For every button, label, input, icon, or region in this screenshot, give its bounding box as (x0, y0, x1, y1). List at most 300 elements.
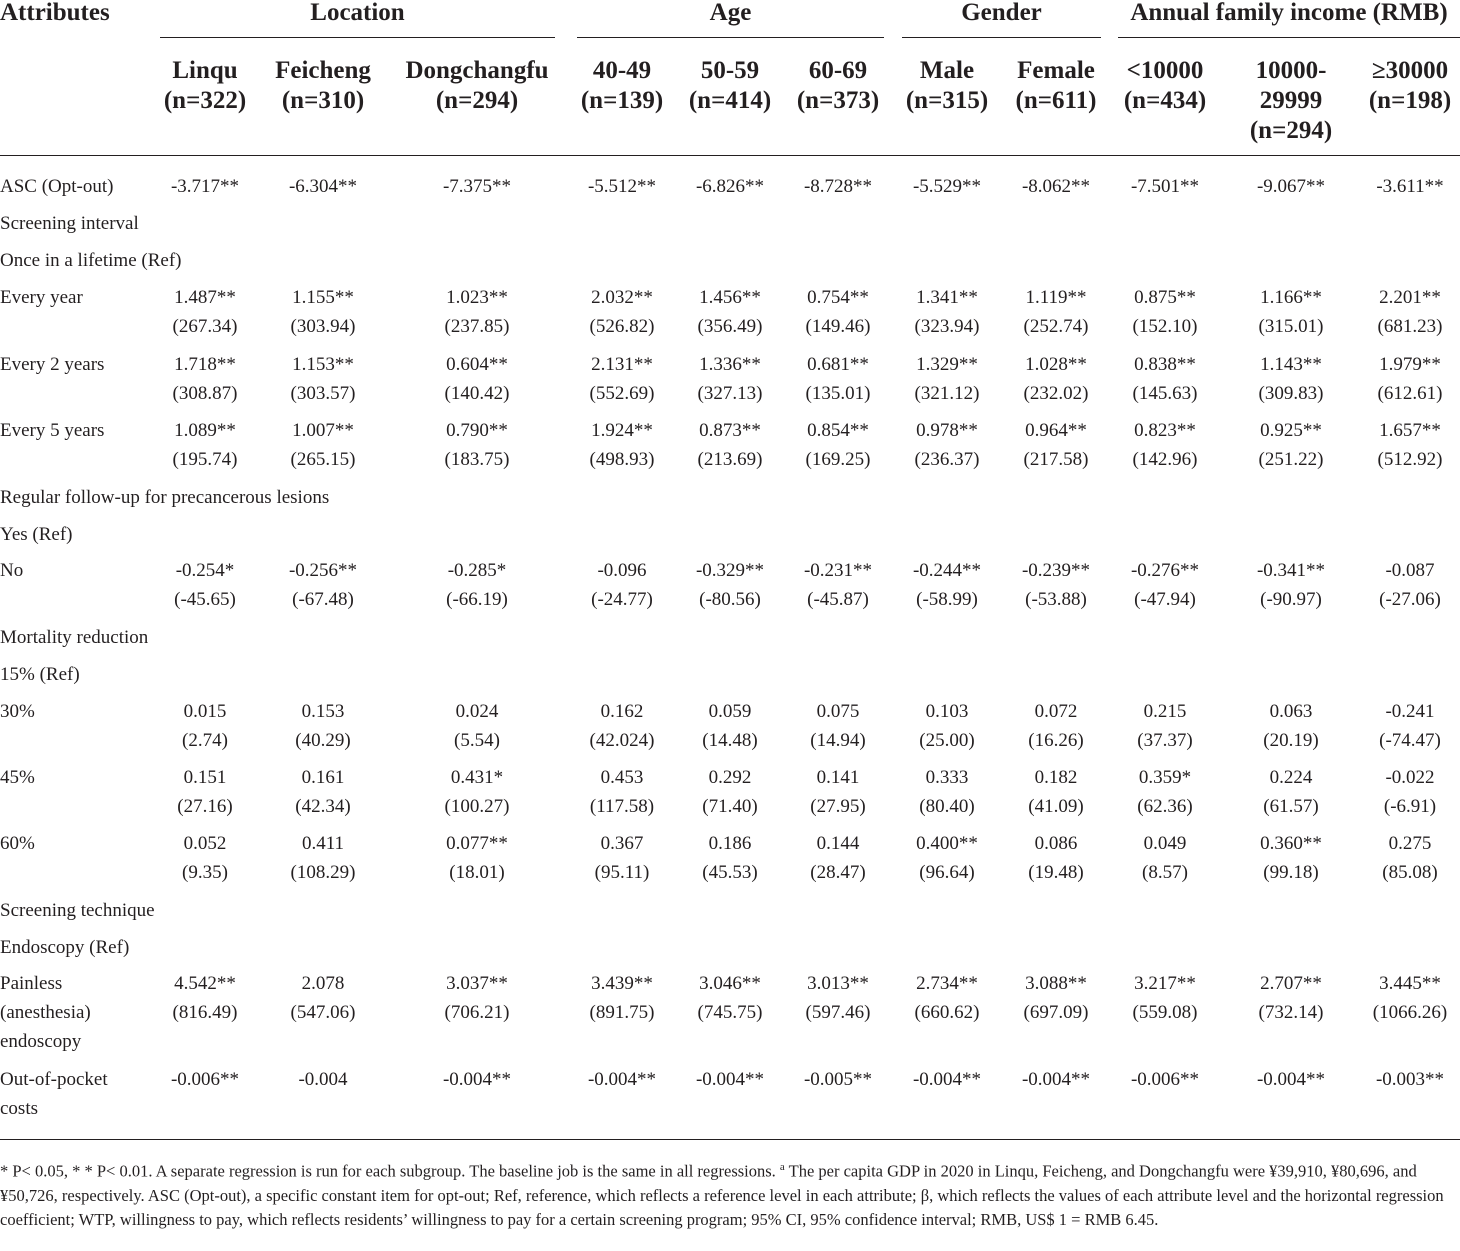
wtp-value: (149.46) (805, 316, 871, 337)
table-cell-male (888, 556, 1006, 614)
coefficient-value: -0.004** (695, 1069, 765, 1090)
table-cell-income-10000-29999 (1232, 172, 1350, 201)
coefficient-value: 2.032** (591, 287, 653, 308)
table-cell-age-40-49 (563, 416, 681, 474)
row-label-line: 15% (Ref) (0, 664, 80, 685)
wtp-value: (252.74) (1023, 316, 1089, 337)
table-cell-age-40-49 (563, 969, 681, 1027)
wtp-value: (-67.48) (292, 589, 354, 610)
coefficient-value: -6.304** (288, 176, 358, 197)
coefficient-value: 1.329** (916, 354, 978, 375)
wtp-value: (237.85) (444, 316, 510, 337)
table-cell-income-ge-30000 (1351, 763, 1460, 821)
coefficient-value: 0.024 (455, 701, 499, 722)
row-label-line: ASC (Opt-out) (0, 176, 114, 197)
coefficient-value: -0.004** (1021, 1069, 1091, 1090)
wtp-value: (232.02) (1023, 383, 1089, 404)
table-cell-income-lt-10000 (1106, 172, 1224, 201)
table-cell-feicheng (264, 763, 382, 821)
coefficient-value: 0.411 (301, 833, 345, 854)
table-cell-age-50-59 (671, 416, 789, 474)
table-cell-age-40-49 (563, 556, 681, 614)
coefficient-value: 1.119** (1025, 287, 1087, 308)
table-cell-male (888, 283, 1006, 341)
coefficient-value: 0.978** (916, 420, 978, 441)
wtp-value: (697.09) (1023, 1002, 1089, 1023)
wtp-value: (559.08) (1132, 1002, 1198, 1023)
group-header-gender: Gender (961, 0, 1042, 26)
table-cell-age-60-69 (779, 283, 897, 341)
wtp-value: (19.48) (1028, 862, 1084, 883)
table-cell-income-10000-29999 (1232, 969, 1350, 1027)
wtp-value: (236.37) (914, 449, 980, 470)
wtp-value: (660.62) (914, 1002, 980, 1023)
coefficient-value: 0.333 (925, 767, 969, 788)
coefficient-value: -0.239** (1021, 560, 1091, 581)
wtp-value: (45.53) (702, 862, 758, 883)
wtp-value: (-90.97) (1260, 589, 1322, 610)
table-cell-linqu (146, 1065, 264, 1094)
coefficient-value: -5.512** (587, 176, 657, 197)
wtp-value: (27.95) (810, 796, 866, 817)
column-header-line: (n=414) (688, 87, 772, 114)
table-cell-linqu (146, 697, 264, 755)
table-cell-feicheng (264, 350, 382, 408)
column-header-line: (n=139) (580, 87, 664, 114)
coefficient-value: 3.013** (807, 973, 869, 994)
column-header-line: (n=434) (1123, 87, 1207, 114)
coefficient-value: 1.089** (174, 420, 236, 441)
row-label (0, 520, 72, 549)
wtp-value: (41.09) (1028, 796, 1084, 817)
row-label-line: Out-of-pocket (0, 1069, 108, 1090)
wtp-value: (-66.19) (446, 589, 508, 610)
wtp-value: (303.57) (290, 383, 356, 404)
table-cell-male (888, 829, 1006, 887)
coefficient-value: 0.875** (1134, 287, 1196, 308)
table-cell-dongchangfu (418, 969, 536, 1027)
table-cell-age-40-49 (563, 697, 681, 755)
coefficient-value: -8.728** (803, 176, 873, 197)
column-header-line: 10000- (1255, 57, 1327, 84)
row-label-line: costs (0, 1098, 38, 1119)
coefficient-value: 0.838** (1134, 354, 1196, 375)
row-label (0, 1065, 108, 1123)
coefficient-value: 0.144 (816, 833, 860, 854)
coefficient-value: 0.367 (600, 833, 644, 854)
column-header-line: (n=373) (796, 87, 880, 114)
table-cell-male (888, 763, 1006, 821)
row-label-line: No (0, 560, 24, 581)
coefficient-value: 2.734** (916, 973, 978, 994)
coefficient-value: 0.754** (807, 287, 869, 308)
table-cell-age-40-49 (563, 1065, 681, 1094)
table-cell-linqu (146, 829, 264, 887)
wtp-value: (117.58) (589, 796, 655, 817)
coefficient-value: 0.077** (446, 833, 508, 854)
wtp-value: (597.46) (805, 1002, 871, 1023)
coefficient-value: 2.707** (1260, 973, 1322, 994)
footnote-text-1: * P< 0.05, * * P< 0.01. A separate regression is run for each subgroup. The baseline job is the same in all regressions. (0, 1161, 780, 1181)
table-cell-female (997, 172, 1115, 201)
coefficient-value: 1.153** (292, 354, 354, 375)
row-label (0, 660, 80, 689)
wtp-value: (14.94) (810, 730, 866, 751)
table-cell-female (997, 416, 1115, 474)
coefficient-value: -0.241 (1385, 701, 1435, 722)
table-cell-age-60-69 (779, 172, 897, 201)
coefficient-value: -0.256** (288, 560, 358, 581)
wtp-value: (547.06) (290, 1002, 356, 1023)
coefficient-value: -0.004** (587, 1069, 657, 1090)
wtp-value: (512.92) (1377, 449, 1443, 470)
table-cell-income-ge-30000 (1351, 829, 1460, 887)
row-label-line: endoscopy (0, 1031, 82, 1052)
wtp-value: (42.34) (295, 796, 351, 817)
coefficient-value: 1.023** (446, 287, 508, 308)
table-cell-male (888, 969, 1006, 1027)
table-cell-dongchangfu (418, 350, 536, 408)
coefficient-value: 0.153 (301, 701, 345, 722)
coefficient-value: 2.201** (1379, 287, 1441, 308)
row-label-line: Regular follow-up for precancerous lesions (0, 487, 330, 508)
table-cell-dongchangfu (418, 172, 536, 201)
coefficient-value: 3.037** (446, 973, 508, 994)
wtp-value: (498.93) (589, 449, 655, 470)
wtp-value: (14.48) (702, 730, 758, 751)
column-header-line: Dongchangfu (405, 57, 549, 84)
row-label (0, 246, 181, 275)
wtp-value: (42.024) (589, 730, 655, 751)
row-label-line: Every 5 years (0, 420, 105, 441)
coefficient-value: 1.657** (1379, 420, 1441, 441)
table-cell-female (997, 697, 1115, 755)
coefficient-value: 0.162 (600, 701, 644, 722)
attributes-header: Attributes (0, 0, 110, 26)
row-label-line: Mortality reduction (0, 627, 149, 648)
row-label-line: Every 2 years (0, 354, 105, 375)
wtp-value: (681.23) (1377, 316, 1443, 337)
wtp-value: (142.96) (1132, 449, 1198, 470)
wtp-value: (1066.26) (1372, 1002, 1448, 1023)
table-cell-income-lt-10000 (1106, 969, 1224, 1027)
coefficient-value: 0.161 (301, 767, 345, 788)
table-cell-age-50-59 (671, 969, 789, 1027)
coefficient-value: 0.964** (1025, 420, 1087, 441)
table-cell-linqu (146, 416, 264, 474)
table-cell-age-60-69 (779, 829, 897, 887)
wtp-value: (152.10) (1132, 316, 1198, 337)
coefficient-value: 0.015 (183, 701, 227, 722)
group-underline-income (1118, 37, 1460, 38)
coefficient-value: -0.005** (803, 1069, 873, 1090)
table-cell-feicheng (264, 969, 382, 1027)
column-header-line: Female (1017, 57, 1095, 84)
coefficient-value: 3.445** (1379, 973, 1441, 994)
coefficient-value: -7.501** (1130, 176, 1200, 197)
table-cell-linqu (146, 350, 264, 408)
coefficient-value: -7.375** (442, 176, 512, 197)
coefficient-value: -0.329** (695, 560, 765, 581)
coefficient-value: -0.006** (1130, 1069, 1200, 1090)
wtp-value: (108.29) (290, 862, 356, 883)
row-label-line: Endoscopy (Ref) (0, 937, 130, 958)
table-cell-dongchangfu (418, 283, 536, 341)
table-cell-male (888, 1065, 1006, 1094)
coefficient-value: -6.826** (695, 176, 765, 197)
table-cell-female (997, 969, 1115, 1027)
table-cell-dongchangfu (418, 1065, 536, 1094)
coefficient-value: -9.067** (1256, 176, 1326, 197)
wtp-value: (-45.87) (807, 589, 869, 610)
table-cell-age-40-49 (563, 829, 681, 887)
coefficient-value: 1.718** (174, 354, 236, 375)
wtp-value: (217.58) (1023, 449, 1089, 470)
table-cell-age-50-59 (671, 172, 789, 201)
wtp-value: (20.19) (1263, 730, 1319, 751)
table-cell-age-50-59 (671, 1065, 789, 1094)
table-cell-age-60-69 (779, 556, 897, 614)
table-cell-age-60-69 (779, 416, 897, 474)
table-cell-age-60-69 (779, 1065, 897, 1094)
wtp-value: (61.57) (1263, 796, 1319, 817)
column-header-line: 60-69 (808, 57, 868, 84)
coefficient-value: 0.182 (1034, 767, 1078, 788)
wtp-value: (25.00) (919, 730, 975, 751)
table-cell-income-lt-10000 (1106, 416, 1224, 474)
coefficient-value: 4.542** (174, 973, 236, 994)
coefficient-value: -0.087 (1385, 560, 1435, 581)
coefficient-value: 0.604** (446, 354, 508, 375)
wtp-value: (-80.56) (699, 589, 761, 610)
wtp-value: (-27.06) (1379, 589, 1441, 610)
table-cell-income-lt-10000 (1106, 697, 1224, 755)
column-header-line: (n=315) (905, 87, 989, 114)
column-header-dongchangfu (397, 56, 557, 116)
table-cell-dongchangfu (418, 416, 536, 474)
column-header-line: <10000 (1126, 57, 1204, 84)
row-label-line: Every year (0, 287, 83, 308)
coefficient-value: 0.052 (183, 833, 227, 854)
wtp-value: (267.34) (172, 316, 238, 337)
table-cell-female (997, 283, 1115, 341)
table-cell-income-ge-30000 (1351, 172, 1460, 201)
table-cell-income-ge-30000 (1351, 1065, 1460, 1094)
table-cell-income-10000-29999 (1232, 1065, 1350, 1094)
row-label (0, 283, 83, 312)
table-cell-female (997, 763, 1115, 821)
coefficient-value: 0.075 (816, 701, 860, 722)
wtp-value: (745.75) (697, 1002, 763, 1023)
row-label-line: Yes (Ref) (0, 524, 73, 545)
group-underline-age (577, 37, 884, 38)
table-cell-linqu (146, 172, 264, 201)
coefficient-value: 0.823** (1134, 420, 1196, 441)
coefficient-value: 3.439** (591, 973, 653, 994)
table-cell-feicheng (264, 172, 382, 201)
table-cell-income-lt-10000 (1106, 556, 1224, 614)
table-cell-age-50-59 (671, 697, 789, 755)
coefficient-value: -0.244** (912, 560, 982, 581)
wtp-value: (315.01) (1258, 316, 1324, 337)
coefficient-value: -0.231** (803, 560, 873, 581)
table-cell-feicheng (264, 556, 382, 614)
row-label (0, 209, 139, 238)
table-cell-income-lt-10000 (1106, 350, 1224, 408)
column-header-line: (n=198) (1368, 87, 1452, 114)
table-cell-age-60-69 (779, 350, 897, 408)
wtp-value: (-24.77) (591, 589, 653, 610)
column-header-line: (n=294) (1249, 117, 1333, 144)
wtp-value: (95.11) (594, 862, 650, 883)
table-cell-age-60-69 (779, 763, 897, 821)
wtp-value: (251.22) (1258, 449, 1324, 470)
column-header-income-ge-30000 (1330, 56, 1460, 116)
table-cell-income-10000-29999 (1232, 350, 1350, 408)
table-cell-income-10000-29999 (1232, 283, 1350, 341)
column-header-line: (n=294) (435, 87, 519, 114)
coefficient-value: -5.529** (912, 176, 982, 197)
coefficient-value: -0.004** (442, 1069, 512, 1090)
footnote-text-2: The per capita GDP in 2020 in Linqu, Feicheng, and Dongchangfu were ¥39,910, ¥80,696, and ¥50,726, respectively. ASC (Opt-out), a specific constant item for opt-out; Ref, reference, which reflects a reference level in each attribute; β, which reflects the values of each attribute level and the horizontal regression coefficient; WTP, willingness to pay, which reflects residents’ willingness to pay for a certain screening program; 95% CI, 95% confidence interval; RMB, US$ 1 = RMB 6.45. (0, 1161, 1444, 1229)
wtp-value: (85.08) (1382, 862, 1438, 883)
wtp-value: (-74.47) (1379, 730, 1441, 751)
coefficient-value: 0.681** (807, 354, 869, 375)
coefficient-value: 2.078 (301, 973, 345, 994)
wtp-value: (135.01) (805, 383, 871, 404)
table-cell-income-10000-29999 (1232, 416, 1350, 474)
header-rule (0, 155, 1460, 156)
table-cell-feicheng (264, 829, 382, 887)
coefficient-value: 0.224 (1269, 767, 1313, 788)
group-header-age: Age (709, 0, 752, 26)
table-cell-female (997, 350, 1115, 408)
wtp-value: (71.40) (702, 796, 758, 817)
coefficient-value: -0.285* (447, 560, 507, 581)
table-cell-linqu (146, 283, 264, 341)
wtp-value: (8.57) (1142, 862, 1188, 883)
table-cell-female (997, 829, 1115, 887)
coefficient-value: 0.431* (450, 767, 504, 788)
coefficient-value: 0.063 (1269, 701, 1313, 722)
coefficient-value: 0.360** (1260, 833, 1322, 854)
row-label-line: (anesthesia) (0, 1002, 91, 1023)
wtp-value: (-47.94) (1134, 589, 1196, 610)
table-cell-income-10000-29999 (1232, 697, 1350, 755)
wtp-value: (552.69) (589, 383, 655, 404)
wtp-value: (-53.88) (1025, 589, 1087, 610)
coefficient-value: -0.006** (170, 1069, 240, 1090)
table-cell-dongchangfu (418, 556, 536, 614)
coefficient-value: -0.004 (298, 1069, 348, 1090)
table-cell-male (888, 350, 1006, 408)
row-label-line: Painless (0, 973, 63, 994)
row-label (0, 697, 35, 726)
table-cell-male (888, 697, 1006, 755)
coefficient-value: 1.028** (1025, 354, 1087, 375)
coefficient-value: -0.254* (175, 560, 235, 581)
column-header-line: (n=310) (281, 87, 365, 114)
table-cell-age-50-59 (671, 763, 789, 821)
coefficient-value: 0.873** (699, 420, 761, 441)
coefficient-value: 0.059 (708, 701, 752, 722)
wtp-value: (303.94) (290, 316, 356, 337)
table-cell-income-ge-30000 (1351, 697, 1460, 755)
row-label (0, 172, 113, 201)
wtp-value: (16.26) (1028, 730, 1084, 751)
table-cell-feicheng (264, 416, 382, 474)
column-header-line: ≥30000 (1371, 57, 1449, 84)
row-label (0, 416, 104, 445)
table-footnote (0, 1155, 1460, 1232)
table-cell-income-lt-10000 (1106, 829, 1224, 887)
table-cell-income-10000-29999 (1232, 829, 1350, 887)
group-header-location: Location (310, 0, 405, 26)
coefficient-value: -0.276** (1130, 560, 1200, 581)
coefficient-value: -0.003** (1375, 1069, 1445, 1090)
table-cell-income-lt-10000 (1106, 763, 1224, 821)
table-cell-income-10000-29999 (1232, 763, 1350, 821)
table-cell-age-50-59 (671, 350, 789, 408)
table-cell-dongchangfu (418, 697, 536, 755)
group-underline-gender (902, 37, 1101, 38)
coefficient-value: 3.046** (699, 973, 761, 994)
column-header-line: Male (919, 57, 975, 84)
wtp-value: (323.94) (914, 316, 980, 337)
wtp-value: (195.74) (172, 449, 238, 470)
coefficient-value: 1.336** (699, 354, 761, 375)
wtp-value: (2.74) (182, 730, 228, 751)
table-cell-age-50-59 (671, 283, 789, 341)
table-cell-age-40-49 (563, 172, 681, 201)
wtp-value: (-6.91) (1383, 796, 1437, 817)
bottom-rule (0, 1139, 1460, 1140)
row-label-line: 60% (0, 833, 35, 854)
coefficient-value: 1.143** (1260, 354, 1322, 375)
wtp-value: (27.16) (177, 796, 233, 817)
row-label-line: 45% (0, 767, 35, 788)
group-underline-location (160, 37, 555, 38)
wtp-value: (-58.99) (916, 589, 978, 610)
column-header-feicheng (243, 56, 403, 116)
coefficient-value: 0.359* (1138, 767, 1192, 788)
wtp-value: (816.49) (172, 1002, 238, 1023)
table-cell-income-lt-10000 (1106, 1065, 1224, 1094)
column-header-line: Linqu (172, 57, 238, 84)
wtp-value: (37.37) (1137, 730, 1193, 751)
row-label (0, 350, 104, 379)
column-header-line: (n=611) (1015, 87, 1097, 114)
wtp-value: (169.25) (805, 449, 871, 470)
table-cell-feicheng (264, 283, 382, 341)
coefficient-value: 0.925** (1260, 420, 1322, 441)
coefficient-value: -0.004** (912, 1069, 982, 1090)
coefficient-value: 1.155** (292, 287, 354, 308)
wtp-value: (706.21) (444, 1002, 510, 1023)
coefficient-value: -8.062** (1021, 176, 1091, 197)
coefficient-value: 3.088** (1025, 973, 1087, 994)
coefficient-value: 0.292 (708, 767, 752, 788)
coefficient-value: 0.854** (807, 420, 869, 441)
row-label (0, 829, 35, 858)
table-cell-age-60-69 (779, 697, 897, 755)
coefficient-value: 1.456** (699, 287, 761, 308)
wtp-value: (356.49) (697, 316, 763, 337)
wtp-value: (140.42) (444, 383, 510, 404)
wtp-value: (96.64) (919, 862, 975, 883)
column-header-line: Feicheng (275, 57, 371, 84)
row-label (0, 763, 35, 792)
